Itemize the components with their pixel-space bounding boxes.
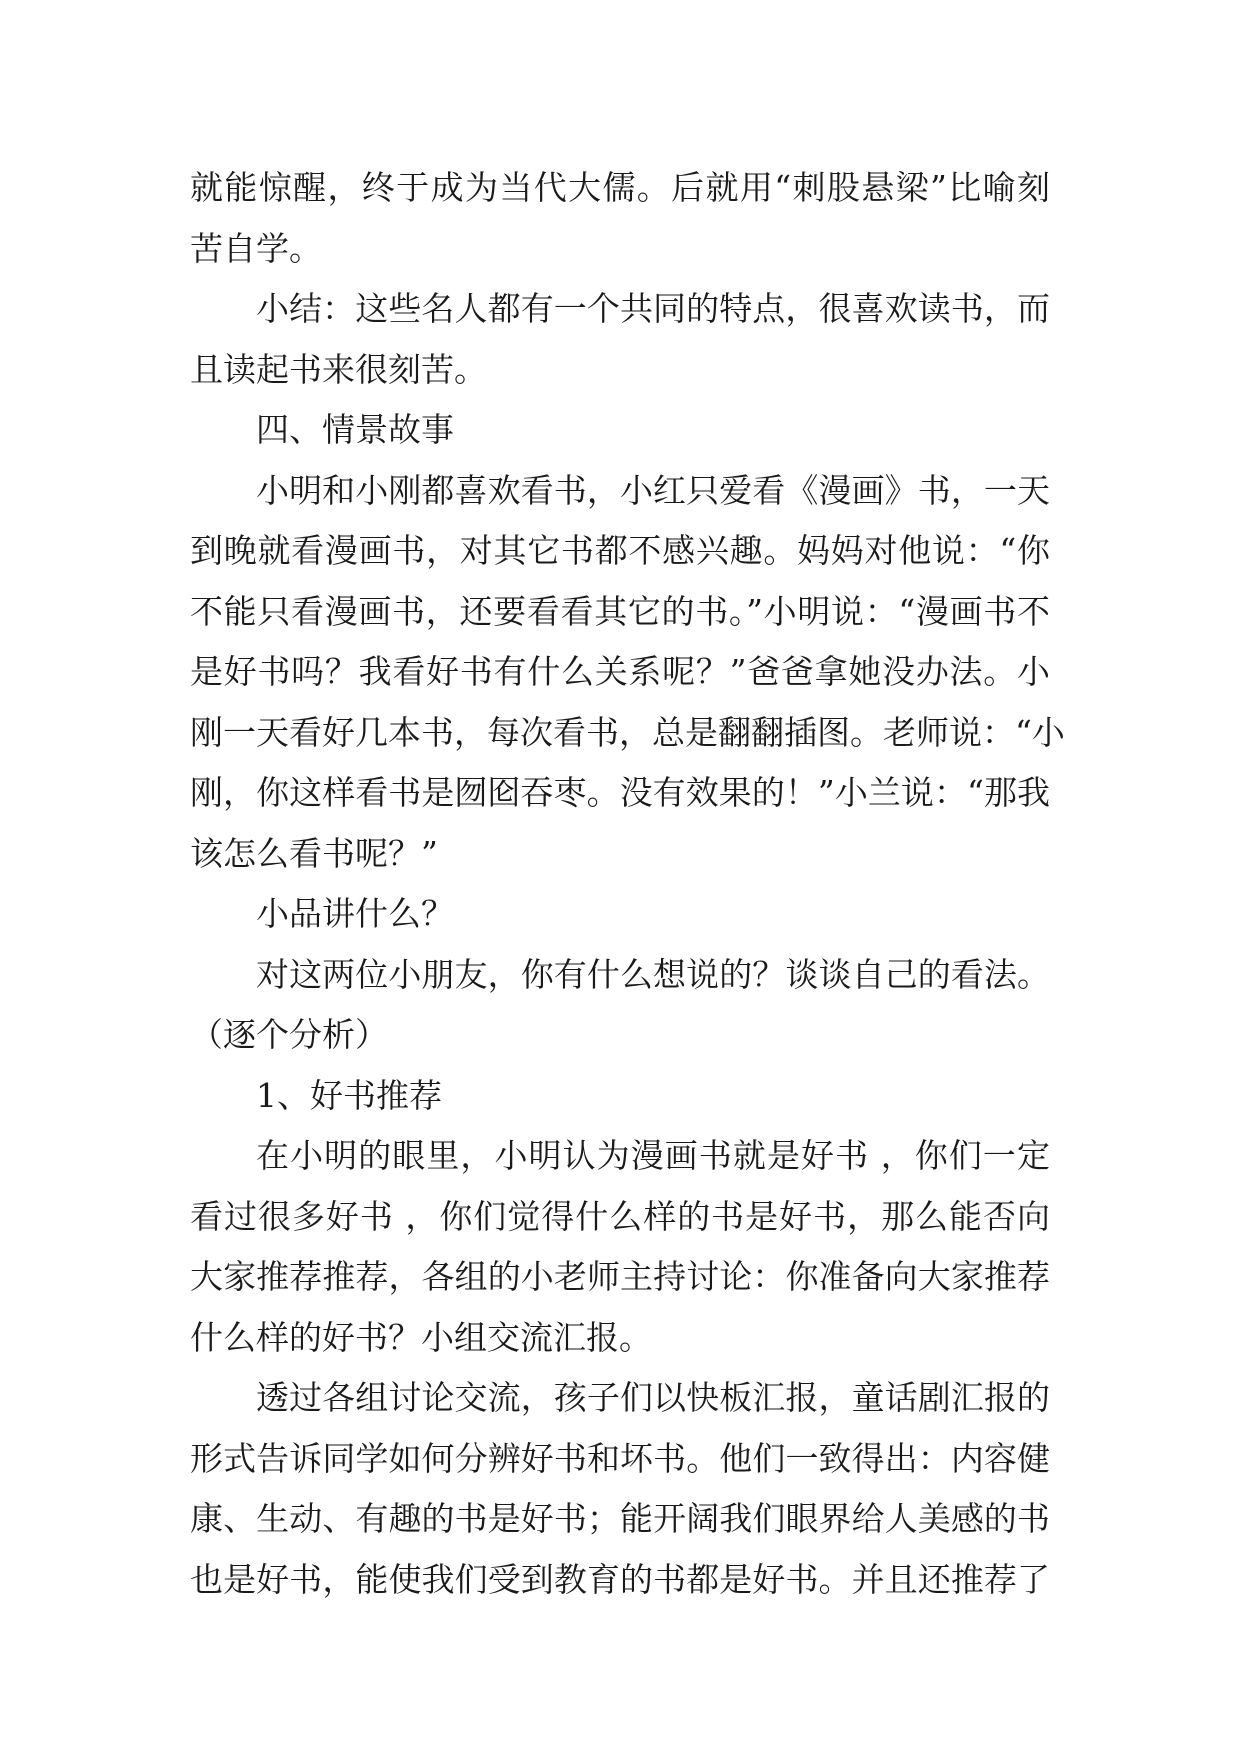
text-line: 对这两位小朋友，你有什么想说的？谈谈自己的看法。	[256, 954, 1050, 994]
text-line: 且读起书来很刻苦。	[190, 349, 487, 389]
text-line: 形式告诉同学如何分辨好书和坏书。他们一致得出：内容健	[190, 1438, 1050, 1478]
text-line: 小品讲什么？	[256, 894, 454, 933]
text-line: 看过很多好书 ，你们觉得什么样的书是好书，那么能否向	[190, 1196, 1050, 1236]
text-line: 小明和小刚都喜欢看书，小红只爱看《漫画》书，一天	[256, 470, 1050, 510]
text-line: 到晚就看漫画书，对其它书都不感兴趣。妈妈对他说：“你	[190, 531, 1050, 570]
text-line: 也是好书，能使我们受到教育的书都是好书。并且还推荐了	[190, 1559, 1050, 1599]
section-heading: 四、情景故事	[256, 410, 454, 449]
text-line: 是好书吗？我看好书有什么关系呢？”爸爸拿她没办法。小	[190, 652, 1050, 691]
text-line: 就能惊醒，终于成为当代大儒。后就用“刺股悬梁”比喻刻	[190, 168, 1050, 207]
subsection-heading: 1、好书推荐	[256, 1075, 442, 1115]
text-line: 不能只看漫画书，还要看看其它的书。”小明说：“漫画书不	[190, 591, 1050, 631]
text-line: 该怎么看书呢？”	[190, 833, 438, 873]
text-line: 苦自学。	[190, 228, 322, 268]
text-line: 康、生动、有趣的书是好书；能开阔我们眼界给人美感的书	[190, 1499, 1050, 1538]
text-line: 刚一天看好几本书，每次看书，总是翻翻插图。老师说：“小	[190, 712, 1065, 752]
text-line: 在小明的眼里，小明认为漫画书就是好书 ，你们一定	[256, 1136, 1050, 1175]
text-line: 什么样的好书？小组交流汇报。	[190, 1317, 652, 1357]
text-line: 小结：这些名人都有一个共同的特点，很喜欢读书，而	[256, 289, 1050, 328]
body-text	[190, 158, 1065, 1610]
text-line: 刚，你这样看书是囫囵吞枣。没有效果的！”小兰说：“那我	[190, 773, 1050, 812]
text-line: （逐个分析）	[190, 1015, 388, 1054]
text-line: 透过各组讨论交流，孩子们以快板汇报，童话剧汇报的	[256, 1378, 1050, 1417]
text-line: 大家推荐推荐，各组的小老师主持讨论：你准备向大家推荐	[190, 1257, 1050, 1296]
